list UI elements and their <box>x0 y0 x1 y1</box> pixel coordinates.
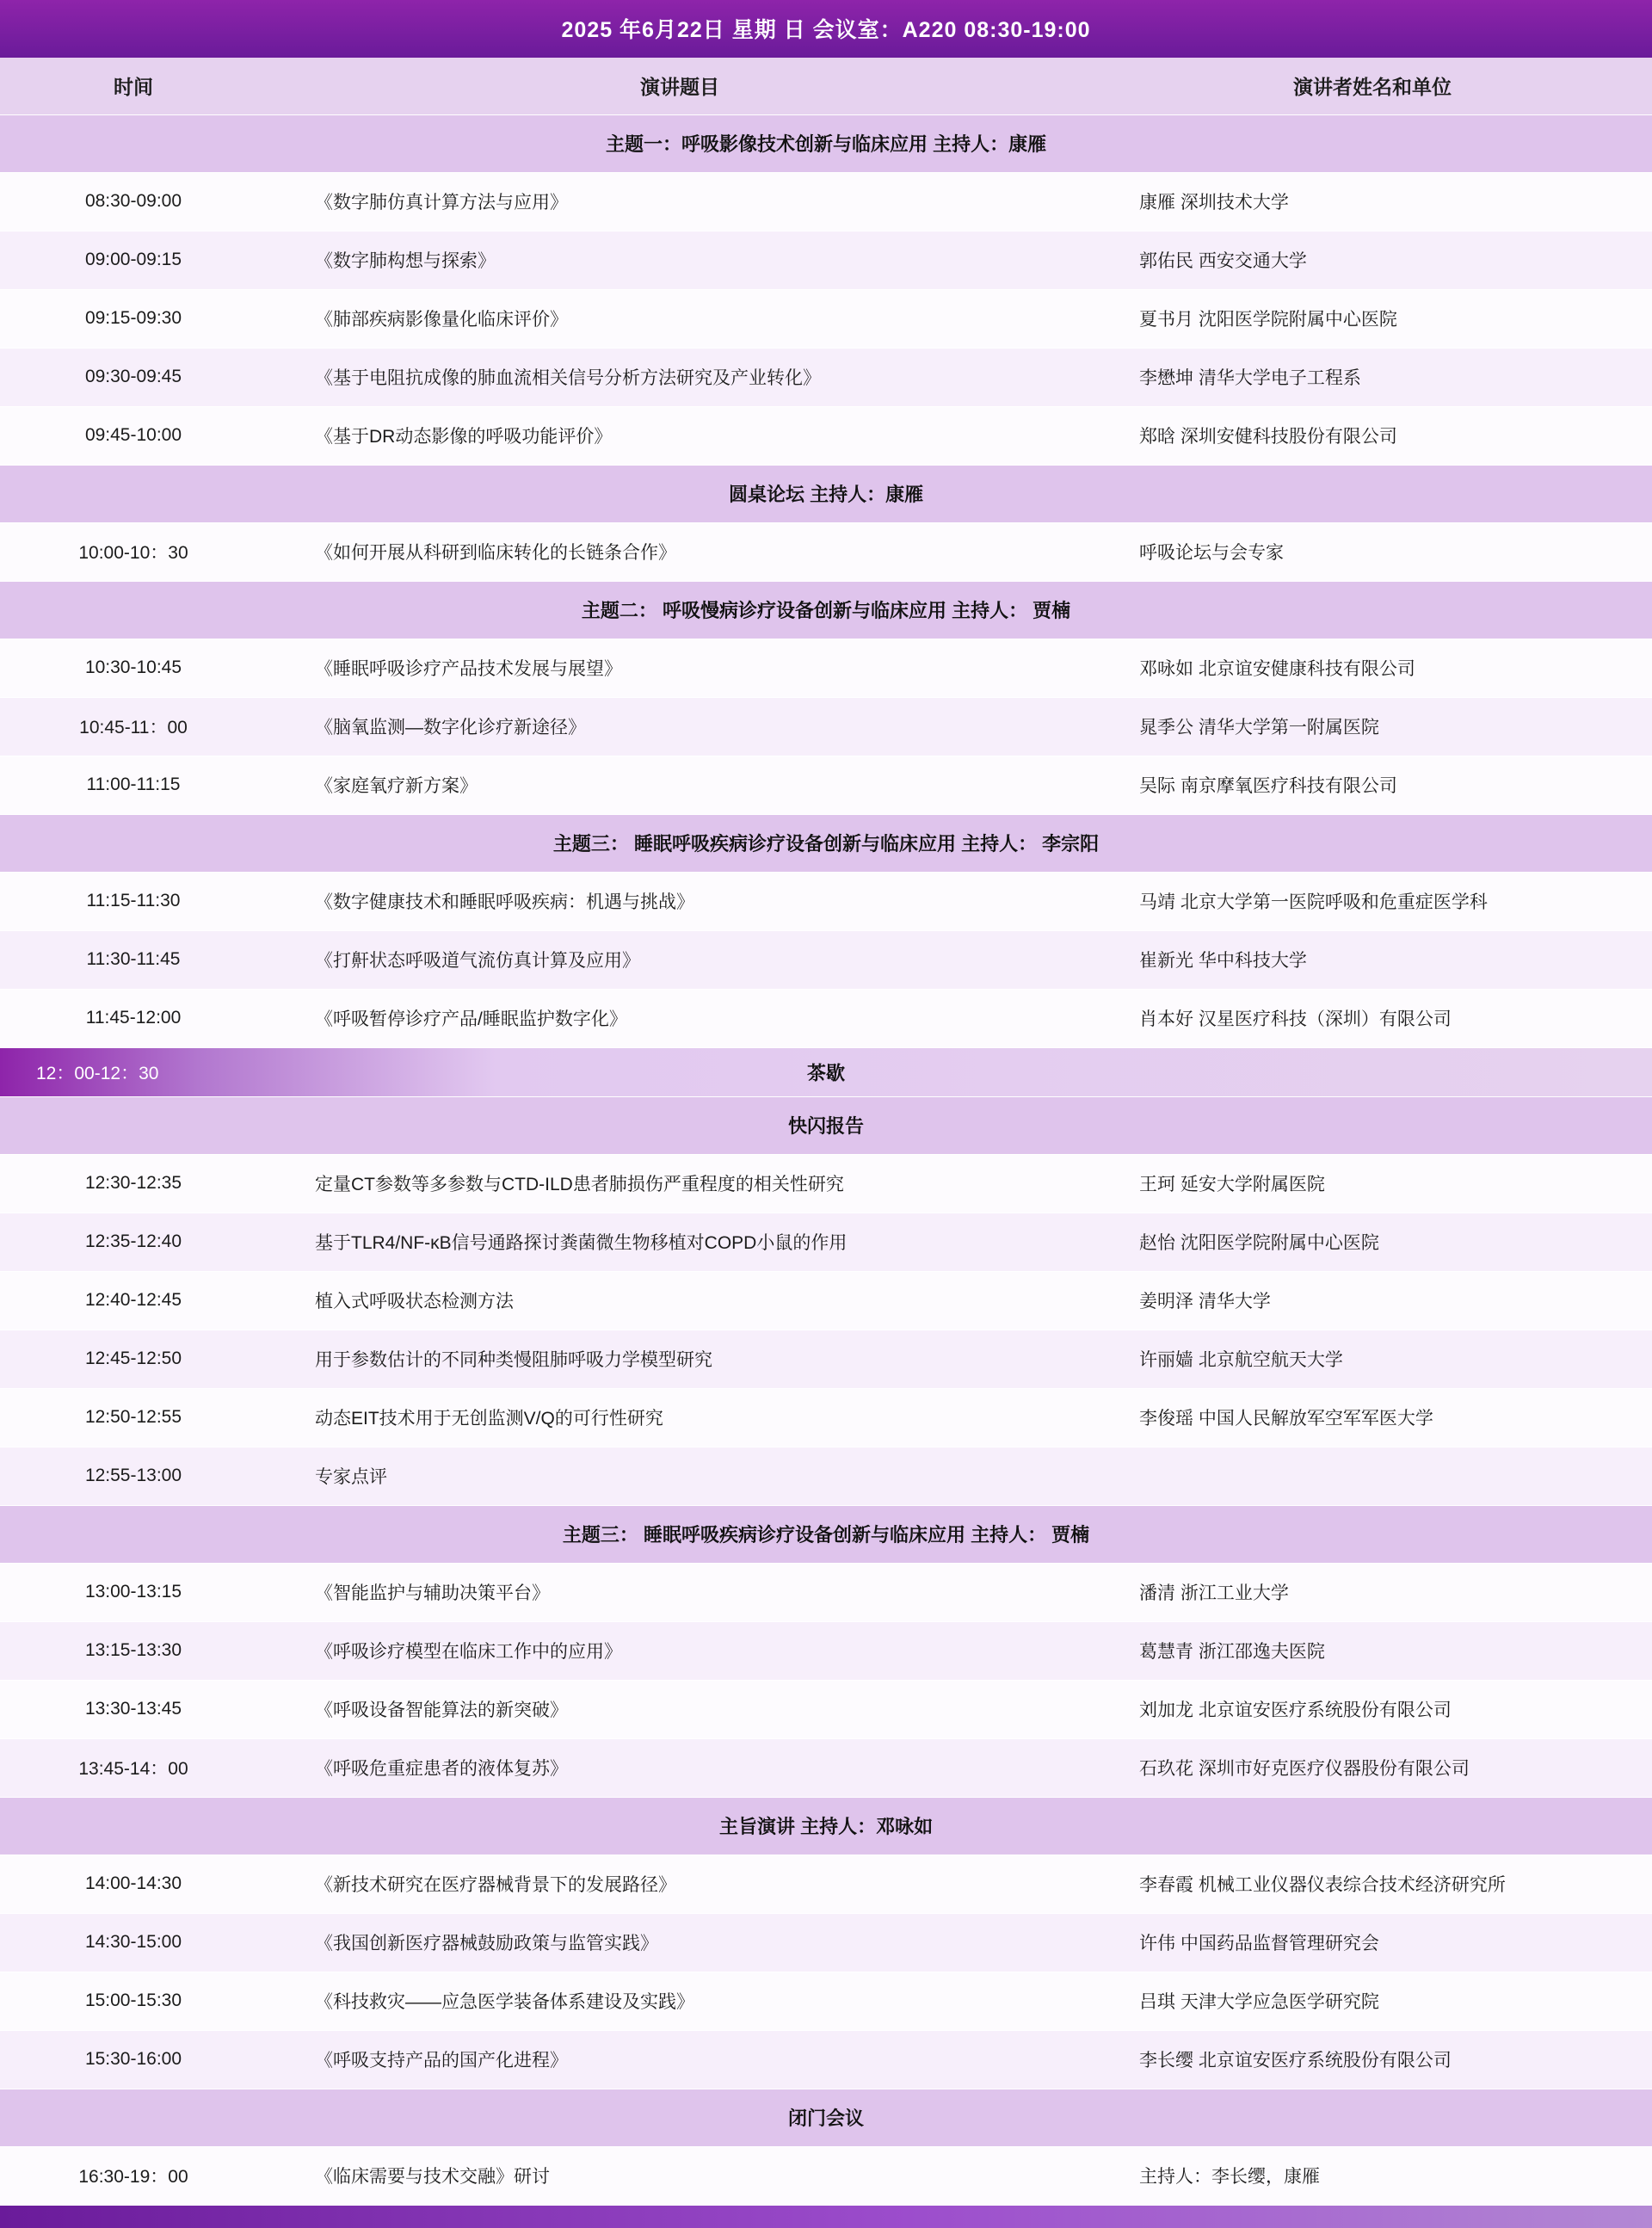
agenda-row-title: 《基于DR动态影像的呼吸功能评价》 <box>267 407 1093 466</box>
agenda-row-time: 12:55-13:00 <box>0 1447 267 1506</box>
agenda-banner <box>0 0 1652 58</box>
agenda-break-cell <box>0 1048 1652 1097</box>
agenda-row-title: 《科技救灾——应急医学装备体系建设及实践》 <box>267 1972 1093 2031</box>
agenda-row-time: 15:30-16:00 <box>0 2031 267 2089</box>
agenda-row-time: 12:30-12:35 <box>0 1155 267 1213</box>
agenda-row-time: 13:30-13:45 <box>0 1681 267 1739</box>
agenda-section-row <box>0 1506 1652 1564</box>
agenda-row <box>0 1622 1652 1681</box>
agenda-row-title: 《呼吸危重症患者的液体复苏》 <box>267 1739 1093 1798</box>
agenda-row-title: 《呼吸暂停诊疗产品/睡眠监护数字化》 <box>267 990 1093 1048</box>
agenda-section-label: 主题二： 呼吸慢病诊疗设备创新与临床应用 主持人： 贾楠 <box>0 582 1652 639</box>
agenda-row-speaker: 主持人：李长缨，康雁 <box>1093 2147 1652 2206</box>
agenda-row <box>0 990 1652 1048</box>
agenda-section-label: 主题三： 睡眠呼吸疾病诊疗设备创新与临床应用 主持人： 贾楠 <box>0 1506 1652 1564</box>
agenda-section-label: 主题一：呼吸影像技术创新与临床应用 主持人：康雁 <box>0 115 1652 173</box>
agenda-row-title: 《家庭氧疗新方案》 <box>267 756 1093 815</box>
agenda-row-speaker: 马靖 北京大学第一医院呼吸和危重症医学科 <box>1093 873 1652 931</box>
agenda-row-speaker: 邓咏如 北京谊安健康科技有限公司 <box>1093 639 1652 698</box>
agenda-break-row <box>0 1048 1652 1097</box>
agenda-row <box>0 1213 1652 1272</box>
banner-text: 2025 年6月22日 星期 日 会议室：A220 08:30-19:00 <box>0 0 1652 58</box>
agenda-row-speaker: 夏书月 沈阳医学院附属中心医院 <box>1093 290 1652 349</box>
agenda-row-time: 16:30-19：00 <box>0 2147 267 2206</box>
agenda-row <box>0 523 1652 582</box>
agenda-row-title: 《睡眠呼吸诊疗产品技术发展与展望》 <box>267 639 1093 698</box>
agenda-row-time: 09:30-09:45 <box>0 349 267 407</box>
agenda-row-time: 14:30-15:00 <box>0 1914 267 1972</box>
agenda-section-label: 闭门会议 <box>0 2089 1652 2147</box>
column-header-row <box>0 58 1652 115</box>
agenda-row-speaker: 呼吸论坛与会专家 <box>1093 523 1652 582</box>
agenda-row-time: 11:30-11:45 <box>0 931 267 990</box>
agenda-row-time: 11:00-11:15 <box>0 756 267 815</box>
agenda-row <box>0 173 1652 231</box>
agenda-row-title: 《数字肺构想与探索》 <box>267 231 1093 290</box>
agenda-row-title: 《呼吸设备智能算法的新突破》 <box>267 1681 1093 1739</box>
break-label: 茶歇 <box>807 1062 846 1084</box>
agenda-row-title: 用于参数估计的不同种类慢阻肺呼吸力学模型研究 <box>267 1330 1093 1389</box>
agenda-row <box>0 1155 1652 1213</box>
agenda-row-speaker: 李俊瑶 中国人民解放军空军军医大学 <box>1093 1389 1652 1447</box>
agenda-row <box>0 698 1652 756</box>
agenda-row-title: 《我国创新医疗器械鼓励政策与监管实践》 <box>267 1914 1093 1972</box>
agenda-row <box>0 1914 1652 1972</box>
agenda-row <box>0 1389 1652 1447</box>
agenda-row <box>0 873 1652 931</box>
agenda-row-title: 植入式呼吸状态检测方法 <box>267 1272 1093 1330</box>
agenda-row-title: 基于TLR4/NF-κB信号通路探讨粪菌微生物移植对COPD小鼠的作用 <box>267 1213 1093 1272</box>
agenda-row-title: 《基于电阻抗成像的肺血流相关信号分析方法研究及产业转化》 <box>267 349 1093 407</box>
agenda-row <box>0 2147 1652 2206</box>
agenda-row-title: 《数字肺仿真计算方法与应用》 <box>267 173 1093 231</box>
footer-bar <box>0 2206 1652 2228</box>
agenda-section-label: 圆桌论坛 主持人：康雁 <box>0 466 1652 523</box>
break-band <box>0 1048 1652 1096</box>
agenda-row-time: 14:00-14:30 <box>0 1855 267 1914</box>
agenda-row <box>0 290 1652 349</box>
agenda-row-time: 13:00-13:15 <box>0 1564 267 1622</box>
agenda-row-title: 《脑氧监测—数字化诊疗新途径》 <box>267 698 1093 756</box>
agenda-row-time: 10:00-10：30 <box>0 523 267 582</box>
agenda-row <box>0 1855 1652 1914</box>
agenda-row <box>0 231 1652 290</box>
agenda-row-title: 定量CT参数等多参数与CTD-ILD患者肺损伤严重程度的相关性研究 <box>267 1155 1093 1213</box>
agenda-row-speaker: 康雁 深圳技术大学 <box>1093 173 1652 231</box>
agenda-row-time: 12:40-12:45 <box>0 1272 267 1330</box>
agenda-row-title: 《如何开展从科研到临床转化的长链条合作》 <box>267 523 1093 582</box>
agenda-section-row <box>0 115 1652 173</box>
agenda-row-speaker: 李长缨 北京谊安医疗系统股份有限公司 <box>1093 2031 1652 2089</box>
agenda-row-speaker: 葛慧青 浙江邵逸夫医院 <box>1093 1622 1652 1681</box>
agenda-row-speaker: 晁季公 清华大学第一附属医院 <box>1093 698 1652 756</box>
agenda-row-title: 专家点评 <box>267 1447 1093 1506</box>
agenda-row-speaker: 刘加龙 北京谊安医疗系统股份有限公司 <box>1093 1681 1652 1739</box>
agenda-row-time: 09:45-10:00 <box>0 407 267 466</box>
agenda-row-speaker: 郑晗 深圳安健科技股份有限公司 <box>1093 407 1652 466</box>
agenda-row-title: 《呼吸诊疗模型在临床工作中的应用》 <box>267 1622 1093 1681</box>
agenda-row-speaker: 许丽嫱 北京航空航天大学 <box>1093 1330 1652 1389</box>
agenda-row-title: 《打鼾状态呼吸道气流仿真计算及应用》 <box>267 931 1093 990</box>
agenda-row-speaker: 吴际 南京摩氧医疗科技有限公司 <box>1093 756 1652 815</box>
agenda-row-time: 10:45-11：00 <box>0 698 267 756</box>
agenda-row <box>0 1272 1652 1330</box>
agenda-row-time: 11:45-12:00 <box>0 990 267 1048</box>
agenda-row-time: 13:45-14：00 <box>0 1739 267 1798</box>
agenda-row <box>0 407 1652 466</box>
agenda-row-speaker: 李春霞 机械工业仪器仪表综合技术经济研究所 <box>1093 1855 1652 1914</box>
agenda-row-speaker: 王珂 延安大学附属医院 <box>1093 1155 1652 1213</box>
agenda-section-label: 主旨演讲 主持人：邓咏如 <box>0 1798 1652 1855</box>
agenda-row-time: 09:15-09:30 <box>0 290 267 349</box>
agenda-row-speaker: 吕琪 天津大学应急医学研究院 <box>1093 1972 1652 2031</box>
agenda-row-time: 08:30-09:00 <box>0 173 267 231</box>
agenda-row-title: 《呼吸支持产品的国产化进程》 <box>267 2031 1093 2089</box>
agenda-row-speaker: 郭佑民 西安交通大学 <box>1093 231 1652 290</box>
agenda-section-row <box>0 466 1652 523</box>
agenda-section-label: 快闪报告 <box>0 1097 1652 1155</box>
agenda-section-label: 主题三： 睡眠呼吸疾病诊疗设备创新与临床应用 主持人： 李宗阳 <box>0 815 1652 873</box>
agenda-row-speaker <box>1093 1447 1652 1506</box>
agenda-row-speaker: 许伟 中国药品监督管理研究会 <box>1093 1914 1652 1972</box>
agenda-section-row <box>0 2089 1652 2147</box>
agenda-row <box>0 349 1652 407</box>
agenda-row-time: 12:35-12:40 <box>0 1213 267 1272</box>
agenda-row-speaker: 姜明泽 清华大学 <box>1093 1272 1652 1330</box>
agenda-row-speaker: 崔新光 华中科技大学 <box>1093 931 1652 990</box>
agenda-row <box>0 756 1652 815</box>
agenda-row-title: 《智能监护与辅助决策平台》 <box>267 1564 1093 1622</box>
agenda-row-speaker: 潘清 浙江工业大学 <box>1093 1564 1652 1622</box>
agenda-row-time: 10:30-10:45 <box>0 639 267 698</box>
agenda-row-speaker: 李懋坤 清华大学电子工程系 <box>1093 349 1652 407</box>
agenda-row-time: 12:45-12:50 <box>0 1330 267 1389</box>
break-time: 12：00-12：30 <box>36 1064 159 1083</box>
agenda-row-speaker: 肖本好 汉星医疗科技（深圳）有限公司 <box>1093 990 1652 1048</box>
agenda-row-title: 《数字健康技术和睡眠呼吸疾病：机遇与挑战》 <box>267 873 1093 931</box>
agenda-row-time: 12:50-12:55 <box>0 1389 267 1447</box>
agenda-row <box>0 1681 1652 1739</box>
agenda-row-time: 11:15-11:30 <box>0 873 267 931</box>
agenda-row-title: 《肺部疾病影像量化临床评价》 <box>267 290 1093 349</box>
agenda-row <box>0 639 1652 698</box>
agenda-row-title: 《临床需要与技术交融》研讨 <box>267 2147 1093 2206</box>
agenda-row-time: 13:15-13:30 <box>0 1622 267 1681</box>
agenda-section-row <box>0 1798 1652 1855</box>
agenda-row-time: 09:00-09:15 <box>0 231 267 290</box>
agenda-row <box>0 1447 1652 1506</box>
agenda-row <box>0 1330 1652 1389</box>
agenda-row <box>0 1564 1652 1622</box>
agenda-row-title: 《新技术研究在医疗器械背景下的发展路径》 <box>267 1855 1093 1914</box>
agenda-row <box>0 1739 1652 1798</box>
column-header-speaker: 演讲者姓名和单位 <box>1093 58 1652 115</box>
agenda-row-title: 动态EIT技术用于无创监测V/Q的可行性研究 <box>267 1389 1093 1447</box>
column-header-title: 演讲题目 <box>267 58 1093 115</box>
agenda-section-row <box>0 1097 1652 1155</box>
agenda-section-row <box>0 582 1652 639</box>
agenda-row <box>0 931 1652 990</box>
agenda-row <box>0 1972 1652 2031</box>
agenda-row-time: 15:00-15:30 <box>0 1972 267 2031</box>
agenda-row-speaker: 石玖花 深圳市好克医疗仪器股份有限公司 <box>1093 1739 1652 1798</box>
agenda-section-row <box>0 815 1652 873</box>
agenda-row <box>0 2031 1652 2089</box>
column-header-time: 时间 <box>0 58 267 115</box>
agenda-row-speaker: 赵怡 沈阳医学院附属中心医院 <box>1093 1213 1652 1272</box>
